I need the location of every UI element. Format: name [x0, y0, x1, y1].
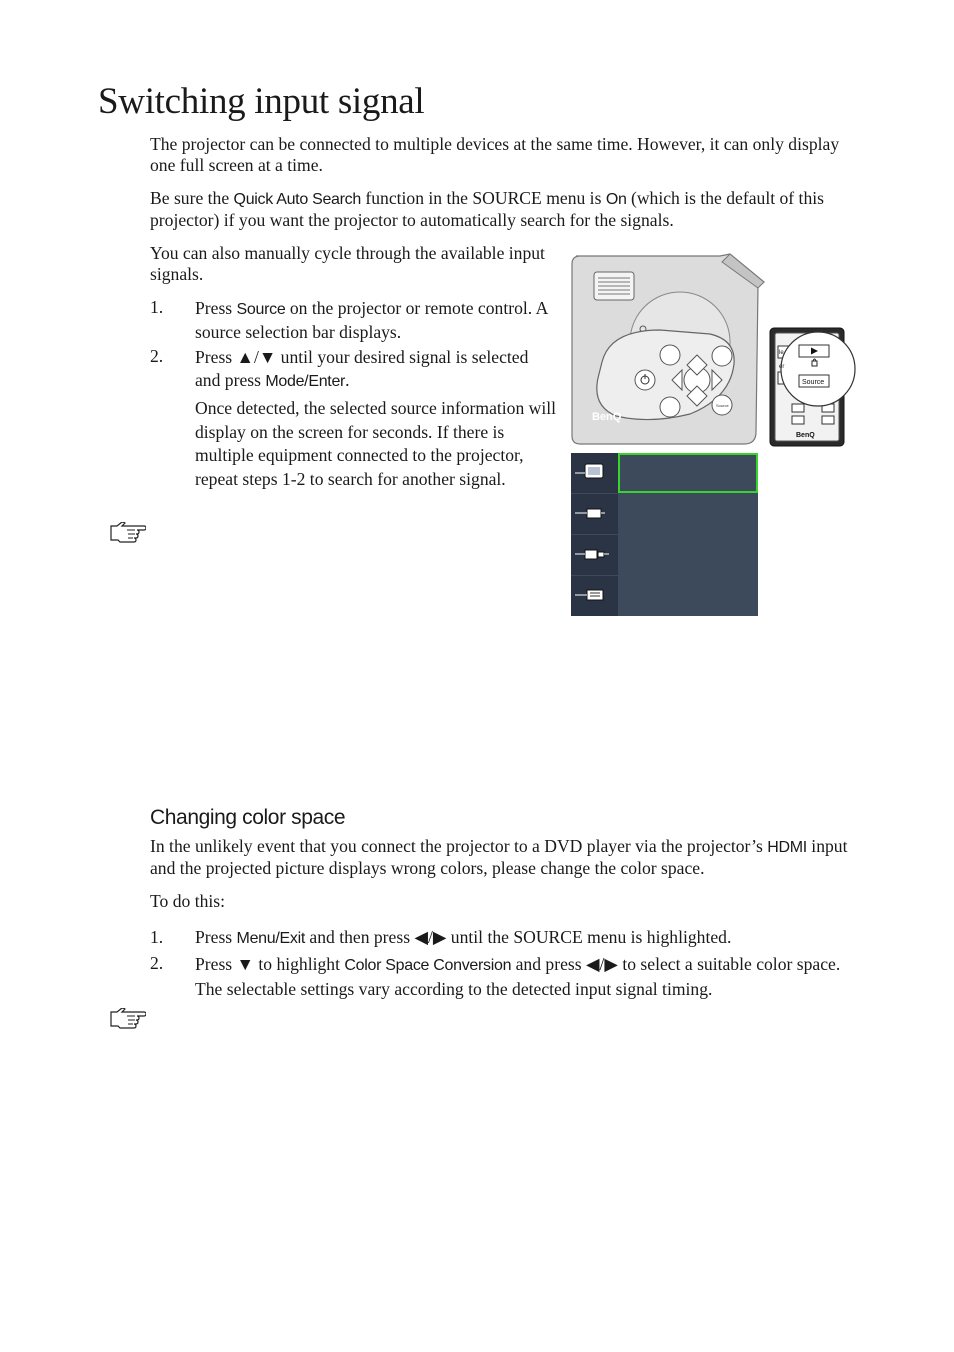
- source-menu-term: SOURCE: [513, 927, 583, 947]
- color-space-intro: In the unlikely event that you connect the projector to a DVD player via the projector’s HDMI input and the projected picture displays wrong colors, please change the color space.: [150, 836, 848, 878]
- mode-enter-term: Mode/Enter: [265, 373, 346, 390]
- pointing-hand-note-icon: [108, 522, 146, 544]
- on-term: On: [605, 191, 627, 208]
- projector-panel-illustration: [570, 252, 766, 448]
- source-row-component[interactable]: [571, 494, 758, 534]
- step-2-text: Press ▲/▼ until your desired signal is selected and press Mode/Enter.: [195, 347, 529, 390]
- to-do-text: To do this:: [150, 891, 226, 911]
- page-title: Switching input signal: [98, 81, 425, 122]
- video-input-icon: [571, 535, 618, 575]
- step-number: 2.: [150, 346, 164, 366]
- step-number: 2.: [150, 953, 164, 973]
- source-key-term: Source: [236, 301, 286, 318]
- color-step-2-text: Press ▼ to highlight Color Space Conversion and press ◀/▶ to select a suitable color space. The selectable settings vary according to the detected input signal timing.: [195, 954, 841, 999]
- step-1-text: Press Source on the projector or remote control. A source selection bar displays.: [195, 298, 548, 342]
- left-right-arrows: ◀/▶: [414, 927, 447, 947]
- intro-paragraph: The projector can be connected to multiple devices at the same time. However, it can only display one full screen at a time.: [150, 134, 840, 175]
- hdmi-input-icon: [571, 576, 618, 616]
- source-row-computer[interactable]: [571, 453, 758, 493]
- computer-input-icon: [571, 453, 618, 493]
- down-arrow: ▼: [236, 954, 254, 974]
- source-row-video[interactable]: [571, 535, 758, 575]
- color-step-1-text: Press Menu/Exit and then press ◀/▶ until the SOURCE menu is highlighted.: [195, 927, 732, 947]
- source-selection-bar: [571, 453, 758, 616]
- remote-brand-logo: BenQ: [796, 432, 815, 439]
- manual-intro: You can also manually cycle through the available input signals.: [150, 243, 545, 284]
- auto-search-paragraph: Be sure the Quick Auto Search function in the SOURCE menu is On (which is the default of this projector) if you want the projector to automatically search for the signals.: [150, 188, 824, 230]
- remote-control-illustration: [768, 326, 858, 448]
- menu-exit-term: Menu/Exit: [236, 930, 305, 947]
- remote-partial-label: le: [779, 350, 784, 356]
- left-right-arrows: ◀/▶: [585, 954, 618, 974]
- step-number: 1.: [150, 927, 164, 947]
- up-down-arrows: ▲/▼: [236, 347, 277, 367]
- source-row-hdmi[interactable]: [571, 576, 758, 616]
- quick-auto-search-term: Quick Auto Search: [233, 191, 361, 208]
- projector-source-label: Source: [716, 403, 729, 408]
- source-menu-term: SOURCE: [472, 188, 542, 208]
- pointing-hand-note-icon: [108, 1008, 146, 1030]
- hdmi-term: HDMI: [767, 839, 807, 856]
- color-space-conversion-term: Color Space Conversion: [344, 957, 512, 974]
- step-number: 1.: [150, 297, 164, 317]
- remote-partial-label: er: [779, 364, 785, 370]
- step-2-detail: Once detected, the selected source information will display on the screen for seconds. If there is multiple equipment connected to the projector, repeat steps 1-2 to search for another signal.: [195, 398, 557, 489]
- projector-brand-logo: BenQ: [592, 411, 622, 423]
- component-input-icon: [571, 494, 618, 534]
- section-heading-color-space: Changing color space: [150, 806, 346, 829]
- remote-source-button-label: Source: [802, 379, 825, 386]
